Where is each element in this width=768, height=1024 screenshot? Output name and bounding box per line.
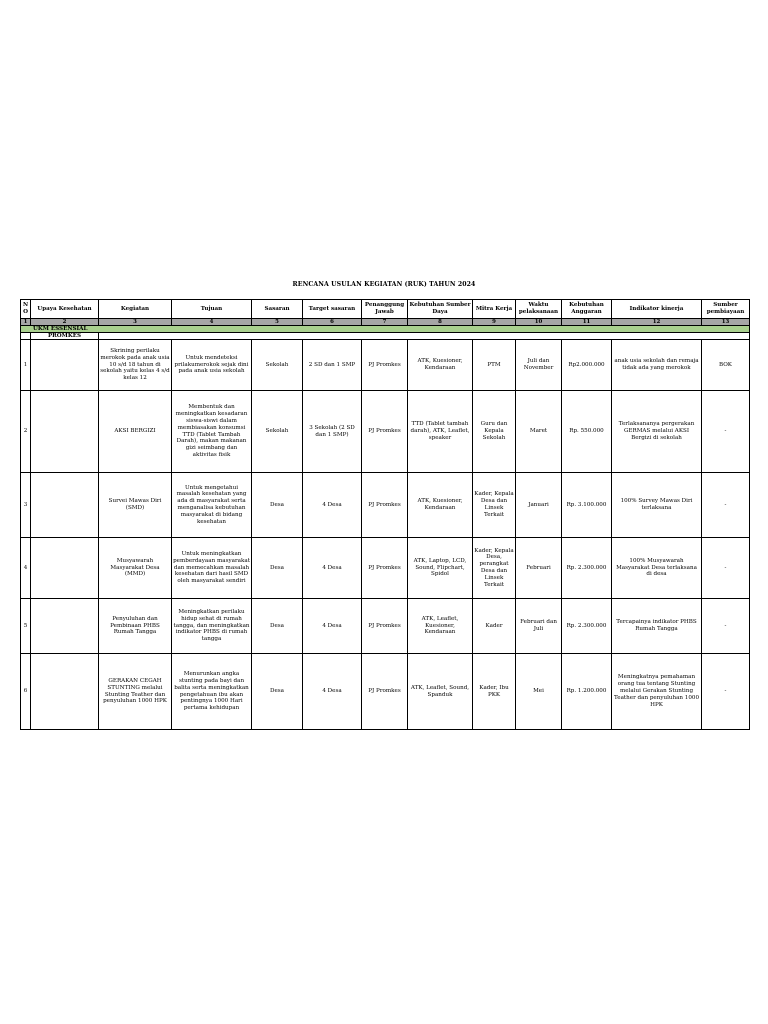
kegiatan-cell: Musyawarah Masyarakat Desa (MMD) (99, 538, 172, 599)
pj-cell: PJ Promkes (362, 340, 408, 391)
column-number: 11 (562, 319, 612, 326)
sasaran-cell: Desa (252, 473, 303, 538)
header-cell: Target sasaran (303, 300, 362, 319)
header-cell: Sasaran (252, 300, 303, 319)
pembiayaan-cell: - (702, 473, 750, 538)
tujuan-cell: Untuk meningkatkan pemberdayaan masyarakat dan memecahkan masalah kesehatan dari hasil SMD oleh masyarakat sendiri (172, 538, 252, 599)
blank-cell (99, 333, 750, 340)
sumber-daya-cell: ATK, Leaflet, Kuesioner, Kendaraan (408, 599, 473, 654)
table-row (21, 391, 750, 473)
sasaran-cell: Desa (252, 654, 303, 730)
kegiatan-cell: GERAKAN CEGAH STUNTING melalui Stunting Teather dan penyuluhan 1000 HPK (99, 654, 172, 730)
tujuan-cell: Untuk mengetahui masalah kesehatan yang ada di masyarakat serta menganalisa kebutuhan masyarakat di bidang kesehatan (172, 473, 252, 538)
sumber-daya-cell: ATK, Laptop, LCD, Sound, Flipchart, Spidol (408, 538, 473, 599)
column-number: 12 (612, 319, 702, 326)
target-cell: 2 SD dan 1 SMP (303, 340, 362, 391)
header-cell: NO (21, 300, 31, 319)
indikator-cell: Tercapainya indikator PHBS Rumah Tangga (612, 599, 702, 654)
header-cell: Upaya Kesehatan (31, 300, 99, 319)
pembiayaan-cell: - (702, 391, 750, 473)
table-row (21, 654, 750, 730)
sumber-daya-cell: ATK, Kuesioner, Kendaraan (408, 473, 473, 538)
upaya-cell (31, 340, 99, 391)
column-number: 3 (99, 319, 172, 326)
target-cell: 4 Desa (303, 538, 362, 599)
sasaran-cell: Sekolah (252, 391, 303, 473)
header-cell: Kegiatan (99, 300, 172, 319)
subsection-label: PROMKES (31, 333, 99, 340)
table-row (21, 538, 750, 599)
upaya-cell (31, 391, 99, 473)
waktu-cell: Januari (516, 473, 562, 538)
mitra-cell: Kader, Kepala Desa dan Linsek Terkait (473, 473, 516, 538)
table-row (21, 340, 750, 391)
pembiayaan-cell: - (702, 538, 750, 599)
waktu-cell: Februari dan Juli (516, 599, 562, 654)
indikator-cell: 100% Musyawarah Masyarakat Desa terlaksana di desa (612, 538, 702, 599)
row-number: 3 (21, 473, 31, 538)
upaya-cell (31, 473, 99, 538)
header-row (21, 300, 750, 319)
pj-cell: PJ Promkes (362, 391, 408, 473)
ruk-table (20, 299, 750, 730)
column-number: 5 (252, 319, 303, 326)
mitra-cell: PTM (473, 340, 516, 391)
column-number: 13 (702, 319, 750, 326)
upaya-cell (31, 538, 99, 599)
tujuan-cell: Menurunkan angka stunting pada bayi dan balita serta meningkatkan pengetahuan ibu akan pentingnya 1000 Hari pertama kehidupan (172, 654, 252, 730)
table-row (21, 599, 750, 654)
pembiayaan-cell: - (702, 654, 750, 730)
header-cell: Kebutuhan Sumber Daya (408, 300, 473, 319)
mitra-cell: Kader (473, 599, 516, 654)
anggaran-cell: Rp. 2.300.000 (562, 538, 612, 599)
anggaran-cell: Rp2.000.000 (562, 340, 612, 391)
sumber-daya-cell: ATK, Leaflet, Sound, Spanduk (408, 654, 473, 730)
target-cell: 4 Desa (303, 654, 362, 730)
target-cell: 3 Sekolah (2 SD dan 1 SMP) (303, 391, 362, 473)
header-cell: Indikator kinerja (612, 300, 702, 319)
header-cell: Mitra Kerja (473, 300, 516, 319)
pj-cell: PJ Promkes (362, 538, 408, 599)
table-row (21, 473, 750, 538)
kegiatan-cell: Skrining perilaku merokok pada anak usia 10 s/d 18 tahun di sekolah yaitu kelas 4 s/d kelas 12 (99, 340, 172, 391)
header-cell: Penanggung Jawab (362, 300, 408, 319)
document-title: RENCANA USULAN KEGIATAN (RUK) TAHUN 2024 (292, 281, 476, 288)
column-number: 8 (408, 319, 473, 326)
kegiatan-cell: AKSI BERGIZI (99, 391, 172, 473)
mitra-cell: Kader, Ibu PKK (473, 654, 516, 730)
pj-cell: PJ Promkes (362, 473, 408, 538)
sumber-daya-cell: ATK, Kuesioner, Kendaraan (408, 340, 473, 391)
anggaran-cell: Rp. 3.100.000 (562, 473, 612, 538)
indikator-cell: Terlaksananya pergerakan GERMAS melalui AKSI Bergizi di sekolah (612, 391, 702, 473)
target-cell: 4 Desa (303, 473, 362, 538)
column-number: 7 (362, 319, 408, 326)
indikator-cell: 100% Survey Mawas Diri terlaksana (612, 473, 702, 538)
anggaran-cell: Rp. 1.200.000 (562, 654, 612, 730)
indikator-cell: Meningkatnya pemahaman orang tua tentang Stunting melalui Gerakan Stunting Teather dan penyuluhan 1000 HPK (612, 654, 702, 730)
pembiayaan-cell: BOK (702, 340, 750, 391)
sasaran-cell: Sekolah (252, 340, 303, 391)
anggaran-cell: Rp. 2.300.000 (562, 599, 612, 654)
column-number: 6 (303, 319, 362, 326)
section-label-text: UKM ESSENSIAL (33, 326, 88, 332)
column-number: 4 (172, 319, 252, 326)
mitra-cell: Kader, Kepala Desa, perangkat Desa dan Linsek Terkait (473, 538, 516, 599)
row-number: 2 (21, 391, 31, 473)
sumber-daya-cell: TTD (Tablet tambah darah), ATK, Leaflet, speaker (408, 391, 473, 473)
mitra-cell: Guru dan Kepala Sekolah (473, 391, 516, 473)
upaya-cell (31, 654, 99, 730)
row-number: 1 (21, 340, 31, 391)
section-label (21, 326, 750, 333)
indikator-cell: anak usia sekolah dan remaja tidak ada yang merokok (612, 340, 702, 391)
header-cell: Sumber pembiayaan (702, 300, 750, 319)
column-number: 9 (473, 319, 516, 326)
column-number-row (21, 319, 750, 326)
row-number: 4 (21, 538, 31, 599)
pj-cell: PJ Promkes (362, 654, 408, 730)
section-row (21, 326, 750, 333)
tujuan-cell: Untuk mendeteksi prilakumerokok sejak dini pada anak usia sekolah (172, 340, 252, 391)
column-number: 2 (31, 319, 99, 326)
tujuan-cell: Membentuk dan meningkatkan kesadaran siswa-siswi dalam membiasakan konsumsi TTD (Tablet Tambah Darah), makan makanan gizi seimbang dan aktivitas fisik (172, 391, 252, 473)
sasaran-cell: Desa (252, 538, 303, 599)
subsection-row (21, 333, 750, 340)
column-number: 10 (516, 319, 562, 326)
header-cell: Waktu pelaksanaan (516, 300, 562, 319)
waktu-cell: Juli dan November (516, 340, 562, 391)
pembiayaan-cell: - (702, 599, 750, 654)
row-number: 6 (21, 654, 31, 730)
column-number: 1 (21, 319, 31, 326)
waktu-cell: Maret (516, 391, 562, 473)
kegiatan-cell: Survei Mawas Diri (SMD) (99, 473, 172, 538)
pj-cell: PJ Promkes (362, 599, 408, 654)
sasaran-cell: Desa (252, 599, 303, 654)
tujuan-cell: Meningkatkan perilaku hidup sehat di rumah tangga, dan meningkatkan indikator PHBS di rumah tangga (172, 599, 252, 654)
target-cell: 4 Desa (303, 599, 362, 654)
blank-cell (21, 333, 31, 340)
row-number: 5 (21, 599, 31, 654)
kegiatan-cell: Penyuluhan dan Pembinaan PHBS Rumah Tangga (99, 599, 172, 654)
upaya-cell (31, 599, 99, 654)
anggaran-cell: Rp. 550.000 (562, 391, 612, 473)
waktu-cell: Februari (516, 538, 562, 599)
header-cell: Tujuan (172, 300, 252, 319)
waktu-cell: Mei (516, 654, 562, 730)
header-cell: Kebutuhan Anggaran (562, 300, 612, 319)
